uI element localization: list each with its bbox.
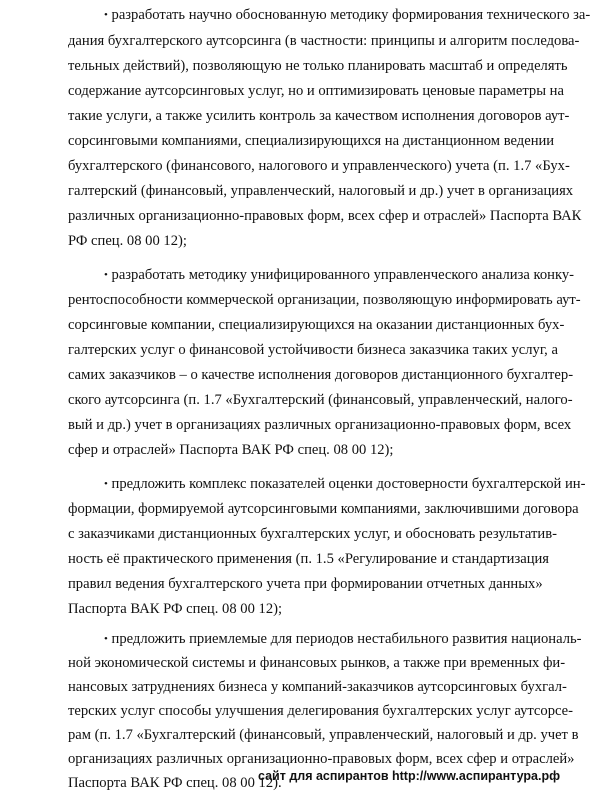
- paragraph-line: содержание аутсорсинговых услуг, но и оптимизировать ценовые параметры на: [68, 83, 564, 99]
- bullet-icon: •: [104, 269, 108, 281]
- paragraph-line: сорсинговые компании, специализирующихся на оказании дистанционных бух-: [68, 317, 565, 333]
- paragraph-line: вый и др.) учет в организациях различных организационно-правовых форм, всех: [68, 417, 572, 433]
- paragraph-line: сорсинговыми компаниями, специализирующихся на дистанционном ведении: [68, 133, 555, 149]
- paragraph-line: галтерский (финансовый, управленческий, налоговый и др.) учет в организациях: [68, 183, 574, 199]
- paragraph-line: ность её практического применения (п. 1.5 «Регулирование и стандартизация: [68, 551, 550, 567]
- paragraph-line: сфер и отраслей» Паспорта ВАК РФ спец. 08 00 12);: [68, 442, 394, 458]
- line-text: предложить приемлемые для периодов нестабильного развития националь-: [111, 631, 582, 647]
- paragraph-line: ной экономической системы и финансовых рынков, а также при временных фи-: [68, 655, 566, 671]
- paragraph-line: правил ведения бухгалтерского учета при формировании отчетных данных»: [68, 576, 543, 592]
- paragraph-line: формации, формируемой аутсорсинговыми компаниями, заключившими договора: [68, 501, 579, 517]
- paragraph-line: галтерских услуг о финансовой устойчивости бизнеса заказчика таких услуг, а: [68, 342, 558, 358]
- paragraph-line: [104, 630, 582, 649]
- paragraph-line: Паспорта ВАК РФ спец. 08 00 12);: [68, 601, 283, 617]
- paragraph-line: [104, 266, 574, 285]
- paragraph-line: организациях различных организационно-правовых форм, всех сфер и отраслей»: [68, 751, 575, 767]
- paragraph-line: [104, 6, 590, 25]
- bullet-icon: •: [104, 9, 108, 21]
- paragraph-line: нансовых затруднениях бизнеса у компаний-заказчиков аутсорсинговых бухгал-: [68, 679, 567, 695]
- paragraph-line: различных организационно-правовых форм, всех сфер и отраслей» Паспорта ВАК: [68, 208, 582, 224]
- paragraph-line: Паспорта ВАК РФ спец. 08 00 12).: [68, 775, 282, 791]
- paragraph-line: такие услуги, а также усилить контроль за качеством исполнения договоров аут-: [68, 108, 570, 124]
- bullet-icon: •: [104, 478, 108, 490]
- line-text: разработать научно обоснованную методику формирования технического за-: [111, 7, 591, 23]
- paragraph-line: с заказчиками дистанционных бухгалтерских услуг, и обосновать результатив-: [68, 526, 557, 542]
- paragraph-line: бухгалтерского (финансового, налогового и управленческого) учета (п. 1.7 «Бух-: [68, 158, 570, 174]
- paragraph-line: рентоспособности коммерческой организации, позволяющую информировать аут-: [68, 292, 581, 308]
- bullet-icon: •: [104, 633, 108, 645]
- paragraph-line: ского аутсорсинга (п. 1.7 «Бухгалтерский (финансовый, управленческий, налого-: [68, 392, 573, 408]
- paragraph-line: самих заказчиков – о качестве исполнения договоров дистанционного бухгалтер-: [68, 367, 574, 383]
- paragraph-line: дания бухгалтерского аутсорсинга (в частности: принципы и алгоритм последова-: [68, 33, 580, 49]
- paragraph-line: РФ спец. 08 00 12);: [68, 233, 187, 249]
- paragraph-line: терских услуг способы улучшения делегирования бухгалтерских услуг аутсорсе-: [68, 703, 573, 719]
- site-footer-link[interactable]: сайт для аспирантов http://www.аспирантура.рф: [258, 769, 561, 783]
- paragraph-line: рам (п. 1.7 «Бухгалтерский (финансовый, управленческий, налоговый и др. учет в: [68, 727, 579, 743]
- paragraph-line: [104, 475, 585, 494]
- line-text: предложить комплекс показателей оценки достоверности бухгалтерской ин-: [111, 476, 586, 492]
- line-text: разработать методику унифицированного управленческого анализа конку-: [111, 267, 574, 283]
- paragraph-line: тельных действий), позволяющую не только планировать масштаб и определять: [68, 58, 568, 74]
